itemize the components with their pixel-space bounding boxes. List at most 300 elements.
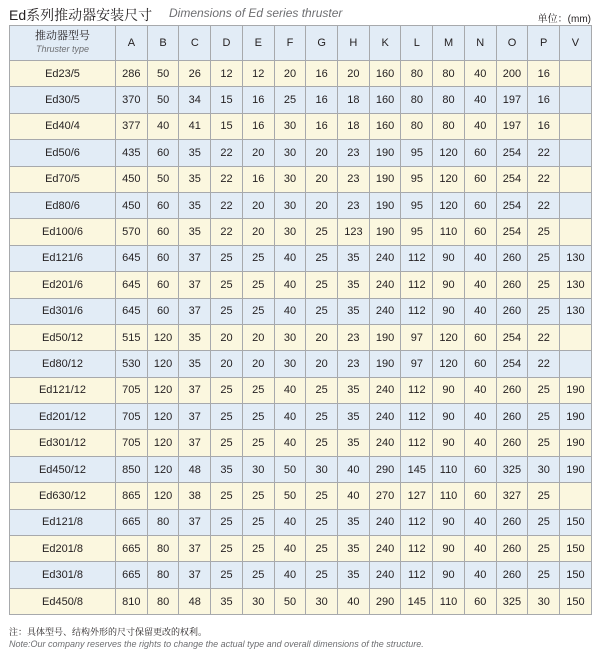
value-cell-h: 35 <box>338 377 370 403</box>
table-row <box>10 456 592 482</box>
value-cell-v: 130 <box>560 272 592 298</box>
value-cell-d: 25 <box>211 377 243 403</box>
value-cell-f: 40 <box>274 377 306 403</box>
value-cell-a: 286 <box>116 61 148 87</box>
value-cell-d: 25 <box>211 562 243 588</box>
value-cell-l: 80 <box>401 87 433 113</box>
value-cell-h: 20 <box>338 61 370 87</box>
value-cell-a: 705 <box>116 430 148 456</box>
value-cell-m: 90 <box>433 509 465 535</box>
value-cell-p: 22 <box>528 192 560 218</box>
value-cell-l: 112 <box>401 377 433 403</box>
value-cell-c: 26 <box>179 61 211 87</box>
value-cell-g: 20 <box>306 192 338 218</box>
value-cell-c: 37 <box>179 377 211 403</box>
model-header-cn: 推动器型号 <box>35 30 90 42</box>
value-cell-l: 127 <box>401 483 433 509</box>
value-cell-a: 450 <box>116 166 148 192</box>
model-cell: Ed201/12 <box>10 404 116 430</box>
value-cell-v <box>560 219 592 245</box>
column-header-o: O <box>496 26 528 61</box>
value-cell-v <box>560 192 592 218</box>
value-cell-b: 120 <box>147 324 179 350</box>
value-cell-g: 20 <box>306 351 338 377</box>
value-cell-m: 80 <box>433 87 465 113</box>
value-cell-d: 25 <box>211 483 243 509</box>
value-cell-f: 20 <box>274 61 306 87</box>
value-cell-f: 50 <box>274 483 306 509</box>
value-cell-p: 16 <box>528 61 560 87</box>
value-cell-m: 110 <box>433 588 465 614</box>
value-cell-v <box>560 61 592 87</box>
value-cell-c: 37 <box>179 404 211 430</box>
value-cell-k: 190 <box>369 324 401 350</box>
value-cell-o: 254 <box>496 351 528 377</box>
table-row <box>10 272 592 298</box>
value-cell-g: 20 <box>306 166 338 192</box>
value-cell-a: 665 <box>116 509 148 535</box>
value-cell-a: 515 <box>116 324 148 350</box>
column-header-v: V <box>560 26 592 61</box>
value-cell-m: 120 <box>433 192 465 218</box>
value-cell-g: 30 <box>306 456 338 482</box>
value-cell-m: 90 <box>433 272 465 298</box>
value-cell-v: 150 <box>560 562 592 588</box>
value-cell-o: 327 <box>496 483 528 509</box>
value-cell-e: 25 <box>242 536 274 562</box>
value-cell-d: 22 <box>211 192 243 218</box>
page-title-english: Dimensions of Ed series thruster <box>169 6 343 20</box>
footnote-en: Note:Our company reserves the rights to change the actual type and overall dimensions of the structure. <box>9 639 424 649</box>
value-cell-g: 20 <box>306 324 338 350</box>
value-cell-h: 35 <box>338 562 370 588</box>
value-cell-o: 254 <box>496 219 528 245</box>
value-cell-f: 40 <box>274 430 306 456</box>
value-cell-o: 254 <box>496 324 528 350</box>
value-cell-m: 120 <box>433 166 465 192</box>
value-cell-e: 30 <box>242 456 274 482</box>
value-cell-v: 190 <box>560 430 592 456</box>
value-cell-n: 60 <box>464 140 496 166</box>
value-cell-n: 40 <box>464 430 496 456</box>
value-cell-c: 35 <box>179 351 211 377</box>
value-cell-b: 60 <box>147 140 179 166</box>
value-cell-f: 40 <box>274 562 306 588</box>
value-cell-f: 30 <box>274 192 306 218</box>
value-cell-g: 25 <box>306 562 338 588</box>
value-cell-k: 240 <box>369 404 401 430</box>
value-cell-g: 25 <box>306 536 338 562</box>
value-cell-f: 30 <box>274 140 306 166</box>
value-cell-e: 20 <box>242 192 274 218</box>
value-cell-a: 665 <box>116 562 148 588</box>
value-cell-b: 120 <box>147 483 179 509</box>
value-cell-k: 160 <box>369 61 401 87</box>
value-cell-l: 145 <box>401 456 433 482</box>
value-cell-e: 20 <box>242 351 274 377</box>
value-cell-a: 865 <box>116 483 148 509</box>
column-header-c: C <box>179 26 211 61</box>
value-cell-f: 30 <box>274 166 306 192</box>
table-row <box>10 562 592 588</box>
model-cell: Ed201/6 <box>10 272 116 298</box>
value-cell-a: 705 <box>116 377 148 403</box>
value-cell-k: 190 <box>369 351 401 377</box>
value-cell-d: 25 <box>211 509 243 535</box>
value-cell-h: 123 <box>338 219 370 245</box>
value-cell-o: 260 <box>496 536 528 562</box>
table-row <box>10 245 592 271</box>
value-cell-o: 260 <box>496 509 528 535</box>
value-cell-m: 120 <box>433 351 465 377</box>
value-cell-m: 80 <box>433 61 465 87</box>
value-cell-o: 254 <box>496 166 528 192</box>
value-cell-m: 120 <box>433 140 465 166</box>
value-cell-k: 190 <box>369 140 401 166</box>
value-cell-a: 570 <box>116 219 148 245</box>
table-row <box>10 536 592 562</box>
value-cell-o: 254 <box>496 140 528 166</box>
value-cell-v: 190 <box>560 456 592 482</box>
value-cell-o: 260 <box>496 245 528 271</box>
value-cell-g: 25 <box>306 272 338 298</box>
table-row <box>10 430 592 456</box>
column-header-d: D <box>211 26 243 61</box>
value-cell-k: 160 <box>369 87 401 113</box>
value-cell-h: 35 <box>338 430 370 456</box>
model-cell: Ed301/6 <box>10 298 116 324</box>
value-cell-m: 110 <box>433 483 465 509</box>
value-cell-d: 25 <box>211 430 243 456</box>
column-header-h: H <box>338 26 370 61</box>
footnote-cn: 注：具体型号、结构外形的尺寸保留更改的权利。 <box>9 627 208 637</box>
model-cell: Ed70/5 <box>10 166 116 192</box>
value-cell-l: 97 <box>401 324 433 350</box>
column-header-p: P <box>528 26 560 61</box>
value-cell-e: 25 <box>242 483 274 509</box>
value-cell-p: 25 <box>528 272 560 298</box>
model-cell: Ed80/12 <box>10 351 116 377</box>
value-cell-f: 30 <box>274 324 306 350</box>
value-cell-g: 25 <box>306 404 338 430</box>
value-cell-p: 25 <box>528 509 560 535</box>
value-cell-f: 50 <box>274 588 306 614</box>
column-header-n: N <box>464 26 496 61</box>
value-cell-g: 25 <box>306 509 338 535</box>
value-cell-d: 25 <box>211 404 243 430</box>
value-cell-l: 95 <box>401 140 433 166</box>
table-row <box>10 113 592 139</box>
value-cell-f: 30 <box>274 113 306 139</box>
model-cell: Ed450/12 <box>10 456 116 482</box>
value-cell-d: 25 <box>211 536 243 562</box>
value-cell-o: 260 <box>496 430 528 456</box>
value-cell-p: 25 <box>528 404 560 430</box>
value-cell-o: 260 <box>496 377 528 403</box>
table-row <box>10 219 592 245</box>
value-cell-m: 110 <box>433 219 465 245</box>
value-cell-n: 60 <box>464 456 496 482</box>
value-cell-v: 150 <box>560 588 592 614</box>
value-cell-p: 30 <box>528 456 560 482</box>
value-cell-v <box>560 166 592 192</box>
value-cell-d: 15 <box>211 87 243 113</box>
value-cell-n: 40 <box>464 245 496 271</box>
value-cell-e: 25 <box>242 377 274 403</box>
value-cell-v <box>560 140 592 166</box>
model-cell: Ed450/8 <box>10 588 116 614</box>
value-cell-n: 60 <box>464 588 496 614</box>
value-cell-l: 112 <box>401 298 433 324</box>
value-cell-c: 38 <box>179 483 211 509</box>
value-cell-a: 810 <box>116 588 148 614</box>
value-cell-b: 50 <box>147 87 179 113</box>
value-cell-v <box>560 87 592 113</box>
value-cell-o: 260 <box>496 562 528 588</box>
value-cell-c: 37 <box>179 272 211 298</box>
value-cell-m: 110 <box>433 456 465 482</box>
value-cell-b: 60 <box>147 298 179 324</box>
value-cell-a: 530 <box>116 351 148 377</box>
value-cell-k: 160 <box>369 113 401 139</box>
value-cell-h: 35 <box>338 404 370 430</box>
value-cell-c: 48 <box>179 588 211 614</box>
value-cell-f: 25 <box>274 87 306 113</box>
value-cell-c: 37 <box>179 298 211 324</box>
value-cell-h: 23 <box>338 351 370 377</box>
value-cell-n: 40 <box>464 377 496 403</box>
value-cell-v <box>560 351 592 377</box>
value-cell-g: 16 <box>306 87 338 113</box>
value-cell-n: 60 <box>464 219 496 245</box>
value-cell-l: 112 <box>401 536 433 562</box>
value-cell-p: 25 <box>528 536 560 562</box>
value-cell-m: 90 <box>433 562 465 588</box>
model-cell: Ed121/8 <box>10 509 116 535</box>
value-cell-l: 97 <box>401 351 433 377</box>
value-cell-d: 15 <box>211 113 243 139</box>
value-cell-f: 40 <box>274 509 306 535</box>
value-cell-v <box>560 113 592 139</box>
table-header-row <box>10 26 592 61</box>
value-cell-p: 25 <box>528 245 560 271</box>
model-cell: Ed301/8 <box>10 562 116 588</box>
value-cell-f: 40 <box>274 536 306 562</box>
value-cell-k: 270 <box>369 483 401 509</box>
value-cell-f: 30 <box>274 219 306 245</box>
value-cell-e: 25 <box>242 562 274 588</box>
model-cell: Ed100/6 <box>10 219 116 245</box>
value-cell-v: 150 <box>560 509 592 535</box>
value-cell-b: 50 <box>147 61 179 87</box>
value-cell-h: 23 <box>338 324 370 350</box>
value-cell-g: 25 <box>306 298 338 324</box>
value-cell-a: 450 <box>116 192 148 218</box>
value-cell-n: 60 <box>464 483 496 509</box>
value-cell-a: 850 <box>116 456 148 482</box>
value-cell-c: 37 <box>179 245 211 271</box>
value-cell-k: 240 <box>369 245 401 271</box>
value-cell-p: 16 <box>528 87 560 113</box>
value-cell-n: 40 <box>464 272 496 298</box>
value-cell-g: 25 <box>306 245 338 271</box>
value-cell-o: 325 <box>496 588 528 614</box>
table-row <box>10 192 592 218</box>
value-cell-n: 40 <box>464 509 496 535</box>
value-cell-d: 12 <box>211 61 243 87</box>
value-cell-n: 40 <box>464 113 496 139</box>
table-row <box>10 404 592 430</box>
value-cell-g: 16 <box>306 61 338 87</box>
table-row <box>10 61 592 87</box>
value-cell-k: 240 <box>369 509 401 535</box>
value-cell-c: 35 <box>179 192 211 218</box>
value-cell-d: 25 <box>211 245 243 271</box>
value-cell-d: 22 <box>211 219 243 245</box>
value-cell-v: 190 <box>560 377 592 403</box>
value-cell-b: 60 <box>147 219 179 245</box>
value-cell-d: 22 <box>211 140 243 166</box>
value-cell-p: 25 <box>528 562 560 588</box>
value-cell-p: 30 <box>528 588 560 614</box>
column-header-f: F <box>274 26 306 61</box>
model-cell: Ed50/12 <box>10 324 116 350</box>
value-cell-o: 200 <box>496 61 528 87</box>
value-cell-f: 40 <box>274 404 306 430</box>
value-cell-b: 80 <box>147 509 179 535</box>
model-cell: Ed201/8 <box>10 536 116 562</box>
value-cell-h: 18 <box>338 87 370 113</box>
value-cell-h: 35 <box>338 298 370 324</box>
value-cell-o: 197 <box>496 87 528 113</box>
value-cell-n: 60 <box>464 324 496 350</box>
value-cell-l: 112 <box>401 404 433 430</box>
table-row <box>10 324 592 350</box>
value-cell-g: 30 <box>306 588 338 614</box>
value-cell-c: 37 <box>179 430 211 456</box>
value-cell-b: 120 <box>147 377 179 403</box>
value-cell-h: 35 <box>338 272 370 298</box>
value-cell-p: 25 <box>528 430 560 456</box>
value-cell-b: 120 <box>147 456 179 482</box>
value-cell-c: 41 <box>179 113 211 139</box>
value-cell-b: 40 <box>147 113 179 139</box>
value-cell-d: 22 <box>211 166 243 192</box>
value-cell-p: 22 <box>528 140 560 166</box>
value-cell-m: 90 <box>433 298 465 324</box>
model-cell: Ed23/5 <box>10 61 116 87</box>
value-cell-e: 25 <box>242 509 274 535</box>
value-cell-o: 260 <box>496 298 528 324</box>
value-cell-k: 240 <box>369 430 401 456</box>
column-header-m: M <box>433 26 465 61</box>
value-cell-h: 23 <box>338 166 370 192</box>
column-header-k: K <box>369 26 401 61</box>
value-cell-n: 60 <box>464 166 496 192</box>
value-cell-g: 25 <box>306 430 338 456</box>
value-cell-l: 112 <box>401 509 433 535</box>
model-header-en: Thruster type <box>35 44 90 54</box>
table-body <box>10 61 592 615</box>
value-cell-h: 18 <box>338 113 370 139</box>
value-cell-b: 60 <box>147 272 179 298</box>
value-cell-d: 25 <box>211 298 243 324</box>
table-row <box>10 166 592 192</box>
value-cell-a: 665 <box>116 536 148 562</box>
title-row <box>9 2 593 24</box>
value-cell-m: 90 <box>433 377 465 403</box>
value-cell-d: 25 <box>211 272 243 298</box>
column-header-e: E <box>242 26 274 61</box>
value-cell-b: 50 <box>147 166 179 192</box>
value-cell-m: 90 <box>433 404 465 430</box>
value-cell-p: 25 <box>528 298 560 324</box>
value-cell-m: 120 <box>433 324 465 350</box>
value-cell-p: 22 <box>528 351 560 377</box>
table-row <box>10 87 592 113</box>
value-cell-v: 150 <box>560 536 592 562</box>
value-cell-l: 80 <box>401 113 433 139</box>
value-cell-g: 20 <box>306 140 338 166</box>
value-cell-m: 90 <box>433 536 465 562</box>
value-cell-a: 705 <box>116 404 148 430</box>
value-cell-d: 20 <box>211 324 243 350</box>
value-cell-l: 95 <box>401 192 433 218</box>
value-cell-p: 22 <box>528 166 560 192</box>
value-cell-k: 240 <box>369 536 401 562</box>
value-cell-k: 190 <box>369 192 401 218</box>
value-cell-c: 37 <box>179 536 211 562</box>
value-cell-n: 40 <box>464 87 496 113</box>
value-cell-h: 40 <box>338 588 370 614</box>
value-cell-d: 35 <box>211 456 243 482</box>
column-header-a: A <box>116 26 148 61</box>
model-column-header <box>10 26 116 61</box>
value-cell-c: 35 <box>179 324 211 350</box>
table-row <box>10 140 592 166</box>
value-cell-l: 80 <box>401 61 433 87</box>
value-cell-c: 34 <box>179 87 211 113</box>
value-cell-b: 80 <box>147 588 179 614</box>
table-row <box>10 588 592 614</box>
value-cell-c: 48 <box>179 456 211 482</box>
model-cell: Ed50/6 <box>10 140 116 166</box>
value-cell-k: 240 <box>369 562 401 588</box>
dimensions-table <box>9 25 592 615</box>
value-cell-e: 25 <box>242 404 274 430</box>
value-cell-b: 120 <box>147 430 179 456</box>
value-cell-f: 40 <box>274 245 306 271</box>
table-row <box>10 509 592 535</box>
value-cell-n: 60 <box>464 192 496 218</box>
value-cell-b: 80 <box>147 562 179 588</box>
value-cell-m: 90 <box>433 245 465 271</box>
table-row <box>10 298 592 324</box>
value-cell-g: 16 <box>306 113 338 139</box>
table-row <box>10 351 592 377</box>
value-cell-m: 80 <box>433 113 465 139</box>
value-cell-l: 95 <box>401 219 433 245</box>
value-cell-o: 197 <box>496 113 528 139</box>
value-cell-n: 60 <box>464 351 496 377</box>
value-cell-o: 325 <box>496 456 528 482</box>
page-title: Ed系列推动器安装尺寸 <box>9 7 153 23</box>
value-cell-f: 40 <box>274 298 306 324</box>
unit-label: 单位：(mm) <box>537 14 591 25</box>
value-cell-b: 80 <box>147 536 179 562</box>
value-cell-l: 112 <box>401 272 433 298</box>
value-cell-g: 25 <box>306 377 338 403</box>
